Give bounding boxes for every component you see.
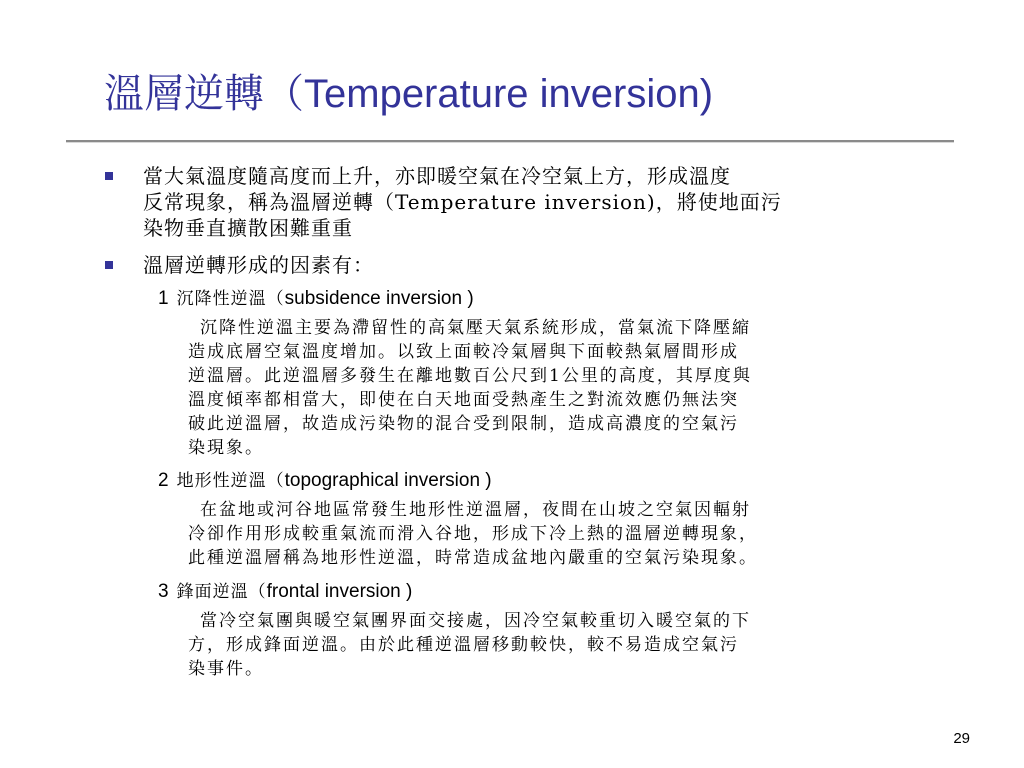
slide-title <box>104 72 713 116</box>
factor-name-english: topographical inversion ) <box>284 470 492 491</box>
square-bullet-icon <box>105 172 113 180</box>
factor-description-topographical <box>188 498 944 570</box>
slide-title-english: Temperature inversion) <box>304 72 714 116</box>
factor-heading-topographical <box>158 468 918 493</box>
paragraph-line: 造成底層空氣溫度增加。以致上面較冷氣層與下面較熱氣層間形成 <box>188 342 739 362</box>
bullet-line: 溫層逆轉形成的因素有： <box>143 253 374 277</box>
factor-name-chinese: 鋒面逆溫（ <box>176 582 267 602</box>
factor-number: 2 <box>158 470 169 491</box>
slide-title-chinese: 溫層逆轉（ <box>104 71 304 117</box>
factor-name-chinese: 沉降性逆溫（ <box>176 289 285 309</box>
paragraph-line: 冷卻作用形成較重氣流而滑入谷地，形成下冷上熱的溫層逆轉現象， <box>188 524 758 544</box>
bullet-line: 當大氣溫度隨高度而上升，亦即暖空氣在冷空氣上方，形成溫度 <box>143 164 731 188</box>
paragraph-line: 方，形成鋒面逆溫。由於此種逆溫層移動較快，較不易造成空氣污 <box>188 635 739 655</box>
square-bullet-icon <box>105 261 113 269</box>
factor-name-chinese: 地形性逆溫（ <box>176 471 285 491</box>
bullet-text-factors <box>143 252 943 278</box>
factor-description-frontal <box>188 609 944 681</box>
paragraph-line: 染現象。 <box>188 438 264 458</box>
factor-heading-subsidence <box>158 286 918 311</box>
factor-description-subsidence <box>188 316 944 460</box>
paragraph-line: 在盆地或河谷地區常發生地形性逆溫層，夜間在山坡之空氣因輻射 <box>200 500 751 520</box>
bullet-line: 反常現象，稱為溫層逆轉（Temperature inversion)，將使地面污 <box>143 190 782 214</box>
factor-number: 1 <box>158 288 169 309</box>
bullet-line: 染物垂直擴散困難重重 <box>143 216 353 240</box>
title-divider-shadow <box>66 142 954 143</box>
factor-name-english: frontal inversion ) <box>266 581 413 602</box>
paragraph-line: 染事件。 <box>188 659 264 679</box>
page-number: 29 <box>953 730 970 747</box>
bullet-text-definition <box>143 163 943 241</box>
paragraph-line: 溫度傾率都相當大，即使在白天地面受熱產生之對流效應仍無法突 <box>188 390 739 410</box>
factor-heading-frontal <box>158 579 918 604</box>
paragraph-line: 沉降性逆溫主要為滯留性的高氣壓天氣系統形成，當氣流下降壓縮 <box>200 318 751 338</box>
paragraph-line: 此種逆溫層稱為地形性逆溫，時常造成盆地內嚴重的空氣污染現象。 <box>188 548 758 568</box>
paragraph-line: 破此逆溫層，故造成污染物的混合受到限制，造成高濃度的空氣污 <box>188 414 739 434</box>
factor-name-english: subsidence inversion ) <box>284 288 474 309</box>
factor-number: 3 <box>158 581 169 602</box>
paragraph-line: 逆溫層。此逆溫層多發生在離地數百公尺到1公里的高度，其厚度與 <box>188 366 752 386</box>
paragraph-line: 當冷空氣團與暖空氣團界面交接處，因冷空氣較重切入暖空氣的下 <box>200 611 751 631</box>
